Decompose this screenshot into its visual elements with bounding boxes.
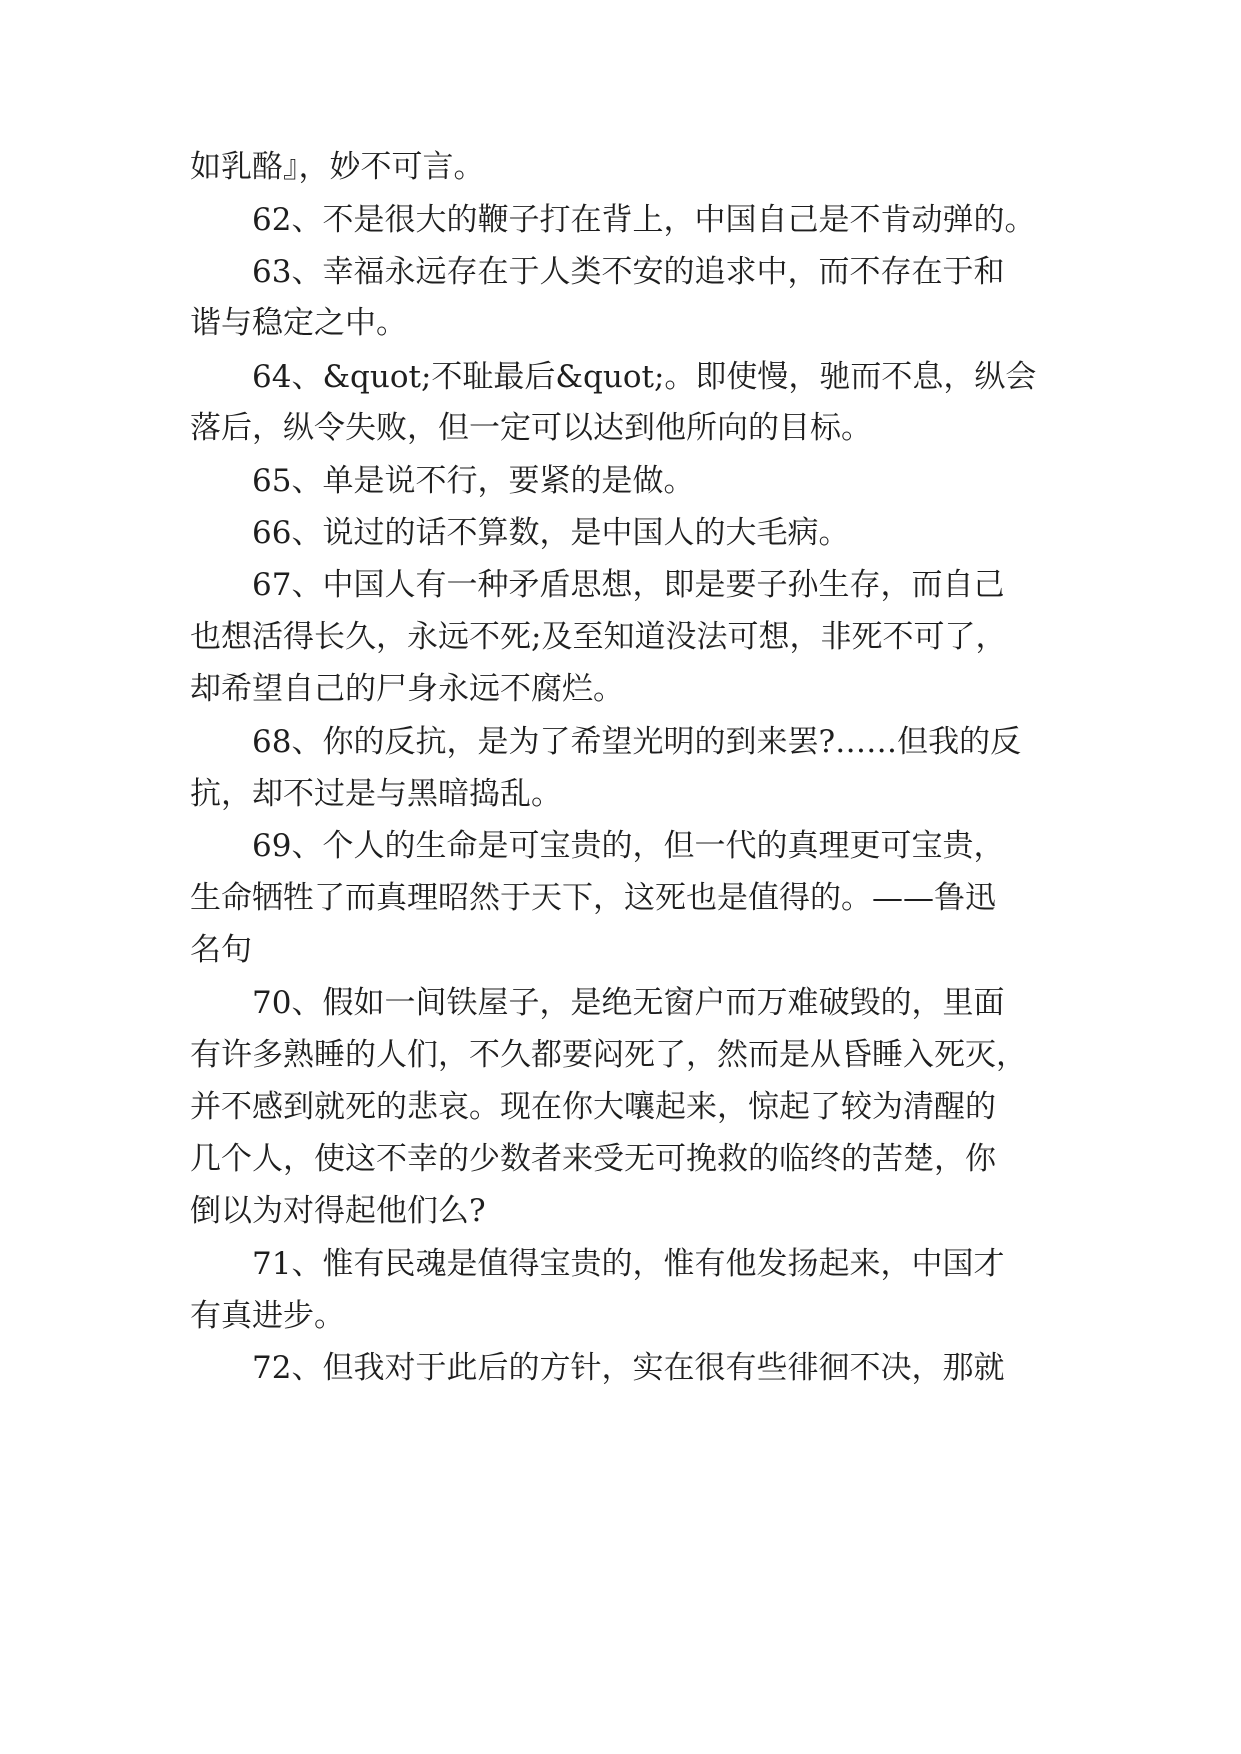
text-line: 69、个人的生命是可宝贵的，但一代的真理更可宝贵， (252, 828, 1005, 864)
text-line: 有真进步。 (190, 1298, 345, 1334)
text-line: 68、你的反抗，是为了希望光明的到来罢?……但我的反 (252, 724, 1022, 760)
text-line: 65、单是说不行，要紧的是做。 (252, 463, 695, 499)
text-line: 63、幸福永远存在于人类不安的追求中，而不存在于和 (252, 254, 1005, 290)
text-line: 72、但我对于此后的方针，实在很有些徘徊不决，那就 (252, 1350, 1005, 1386)
text-line: 谐与稳定之中。 (190, 305, 407, 341)
text-line: 落后，纵令失败，但一定可以达到他所向的目标。 (190, 410, 872, 446)
text-line: 生命牺牲了而真理昭然于天下，这死也是值得的。——鲁迅 (190, 880, 996, 916)
text-line: 倒以为对得起他们么? (190, 1193, 486, 1229)
text-line: 67、中国人有一种矛盾思想，即是要子孙生存，而自己 (252, 567, 1005, 603)
text-line: 66、说过的话不算数，是中国人的大毛病。 (252, 515, 850, 551)
text-line: 并不感到就死的悲哀。现在你大嚷起来，惊起了较为清醒的 (190, 1089, 996, 1125)
text-line: 71、惟有民魂是值得宝贵的，惟有他发扬起来，中国才 (252, 1246, 1005, 1282)
text-line: 也想活得长久，永远不死;及至知道没法可想，非死不可了， (190, 619, 1007, 655)
text-line: 有许多熟睡的人们，不久都要闷死了，然而是从昏睡入死灭， (190, 1037, 1027, 1073)
text-line: 却希望自己的尸身永远不腐烂。 (190, 671, 624, 707)
text-line: 70、假如一间铁屋子，是绝无窗户而万难破毁的，里面 (252, 985, 1005, 1021)
text-line: 64、&quot;不耻最后&quot;。即使慢，驰而不息，纵会 (252, 359, 1037, 395)
text-line: 几个人，使这不幸的少数者来受无可挽救的临终的苦楚，你 (190, 1141, 996, 1177)
text-line: 名句 (190, 932, 252, 968)
text-line: 如乳酪』，妙不可言。 (190, 149, 485, 185)
text-line: 62、不是很大的鞭子打在背上，中国自己是不肯动弹的。 (252, 202, 1036, 238)
text-line: 抗，却不过是与黑暗捣乱。 (190, 776, 562, 812)
